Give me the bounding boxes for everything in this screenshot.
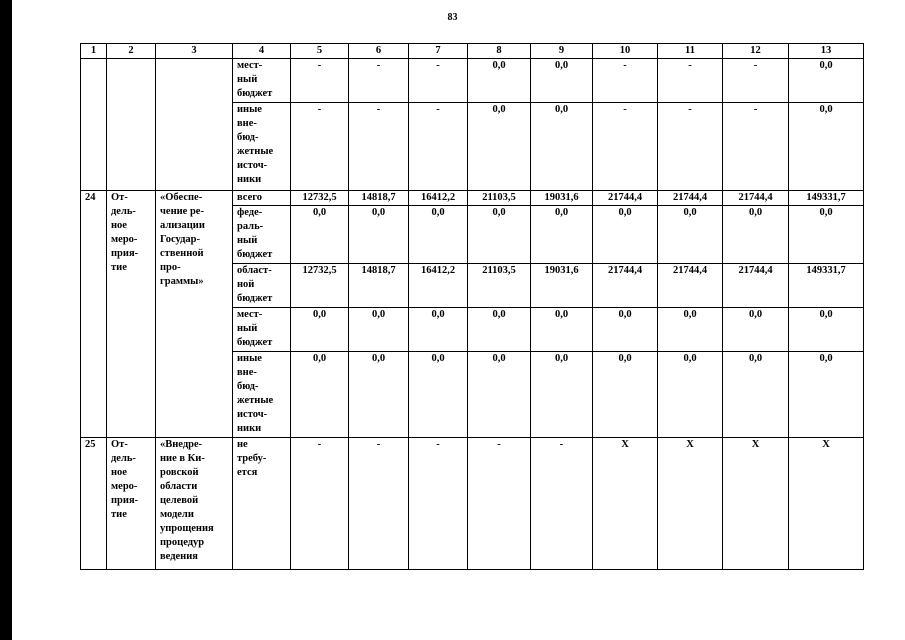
column-header: 11 <box>658 44 723 59</box>
value-cell: 0,0 <box>723 206 789 264</box>
value-cell: 0,0 <box>468 206 531 264</box>
value-cell: 0,0 <box>531 308 593 352</box>
row-number-cell: 24 <box>81 191 107 438</box>
value-cell: 21744,4 <box>593 264 658 308</box>
value-cell: - <box>531 438 593 570</box>
table-row <box>81 191 864 206</box>
row-number-cell: 25 <box>81 438 107 570</box>
funding-source-cell: мест- ный бюджет <box>233 308 291 352</box>
funding-source-cell: не требу- ется <box>233 438 291 570</box>
value-cell: - <box>658 59 723 103</box>
value-cell: 21744,4 <box>723 264 789 308</box>
value-cell: 0,0 <box>468 59 531 103</box>
value-cell: 21744,4 <box>658 191 723 206</box>
row-title-cell <box>156 59 233 191</box>
value-cell: 0,0 <box>409 308 468 352</box>
value-cell: - <box>349 103 409 191</box>
value-cell: 14818,7 <box>349 264 409 308</box>
column-header: 13 <box>789 44 864 59</box>
value-cell: 0,0 <box>468 352 531 438</box>
row-title-cell: «Внедре- ние в Ки- ровской области целевой модели упрощения процедур ведения <box>156 438 233 570</box>
value-cell: 0,0 <box>349 352 409 438</box>
value-cell: 0,0 <box>789 206 864 264</box>
column-header: 12 <box>723 44 789 59</box>
funding-source-cell: феде- раль- ный бюджет <box>233 206 291 264</box>
value-cell: 0,0 <box>531 352 593 438</box>
value-cell: 0,0 <box>658 352 723 438</box>
value-cell: 0,0 <box>658 308 723 352</box>
value-cell: 12732,5 <box>291 264 349 308</box>
value-cell: - <box>723 103 789 191</box>
value-cell: 19031,6 <box>531 191 593 206</box>
value-cell: - <box>468 438 531 570</box>
funding-source-cell: мест- ный бюджет <box>233 59 291 103</box>
value-cell: 14818,7 <box>349 191 409 206</box>
row-type-cell <box>107 59 156 191</box>
column-header: 8 <box>468 44 531 59</box>
value-cell: - <box>291 59 349 103</box>
value-cell: 21103,5 <box>468 191 531 206</box>
value-cell: 0,0 <box>789 59 864 103</box>
value-cell: X <box>658 438 723 570</box>
value-cell: X <box>593 438 658 570</box>
value-cell: 0,0 <box>531 206 593 264</box>
value-cell: 0,0 <box>723 352 789 438</box>
value-cell: 21744,4 <box>723 191 789 206</box>
table-row <box>81 59 864 103</box>
value-cell: 0,0 <box>593 352 658 438</box>
funding-source-cell: иные вне- бюд- жетные источ- ники <box>233 103 291 191</box>
column-header: 3 <box>156 44 233 59</box>
table-row <box>81 438 864 570</box>
value-cell: 0,0 <box>468 308 531 352</box>
value-cell: 21744,4 <box>593 191 658 206</box>
page-number: 83 <box>447 12 458 23</box>
row-type-cell: От- дель- ное меро- прия- тие <box>107 191 156 438</box>
value-cell: - <box>291 103 349 191</box>
budget-table <box>80 43 864 570</box>
column-header: 7 <box>409 44 468 59</box>
column-header: 9 <box>531 44 593 59</box>
scan-edge-bar <box>0 0 12 640</box>
value-cell: 0,0 <box>291 308 349 352</box>
value-cell: - <box>409 438 468 570</box>
row-type-cell: От- дель- ное меро- прия- тие <box>107 438 156 570</box>
value-cell: 0,0 <box>291 352 349 438</box>
funding-source-cell: област- ной бюджет <box>233 264 291 308</box>
value-cell: - <box>291 438 349 570</box>
value-cell: 21744,4 <box>658 264 723 308</box>
value-cell: 0,0 <box>409 352 468 438</box>
column-header: 1 <box>81 44 107 59</box>
column-header: 5 <box>291 44 349 59</box>
value-cell: 0,0 <box>593 308 658 352</box>
column-header: 4 <box>233 44 291 59</box>
value-cell: 0,0 <box>789 308 864 352</box>
value-cell: - <box>593 103 658 191</box>
value-cell: 0,0 <box>789 103 864 191</box>
row-title-cell: «Обеспе- чение ре- ализации Государ- ственной про- граммы» <box>156 191 233 438</box>
value-cell: 0,0 <box>789 352 864 438</box>
row-number-cell <box>81 59 107 191</box>
value-cell: 12732,5 <box>291 191 349 206</box>
value-cell: 21103,5 <box>468 264 531 308</box>
value-cell: - <box>349 59 409 103</box>
value-cell: - <box>409 59 468 103</box>
column-header: 10 <box>593 44 658 59</box>
value-cell: 0,0 <box>291 206 349 264</box>
value-cell: - <box>349 438 409 570</box>
value-cell: X <box>789 438 864 570</box>
column-header: 6 <box>349 44 409 59</box>
value-cell: 0,0 <box>349 206 409 264</box>
value-cell: 0,0 <box>349 308 409 352</box>
value-cell: 0,0 <box>468 103 531 191</box>
value-cell: X <box>723 438 789 570</box>
value-cell: 149331,7 <box>789 264 864 308</box>
value-cell: - <box>409 103 468 191</box>
value-cell: 16412,2 <box>409 191 468 206</box>
value-cell: - <box>658 103 723 191</box>
value-cell: - <box>593 59 658 103</box>
value-cell: 0,0 <box>723 308 789 352</box>
funding-source-cell: иные вне- бюд- жетные источ- ники <box>233 352 291 438</box>
value-cell: 0,0 <box>531 59 593 103</box>
value-cell: 19031,6 <box>531 264 593 308</box>
value-cell: 149331,7 <box>789 191 864 206</box>
column-header: 2 <box>107 44 156 59</box>
value-cell: 0,0 <box>409 206 468 264</box>
value-cell: 0,0 <box>531 103 593 191</box>
value-cell: - <box>723 59 789 103</box>
value-cell: 16412,2 <box>409 264 468 308</box>
value-cell: 0,0 <box>593 206 658 264</box>
value-cell: 0,0 <box>658 206 723 264</box>
funding-source-cell: всего <box>233 191 291 206</box>
header-row <box>81 44 864 59</box>
